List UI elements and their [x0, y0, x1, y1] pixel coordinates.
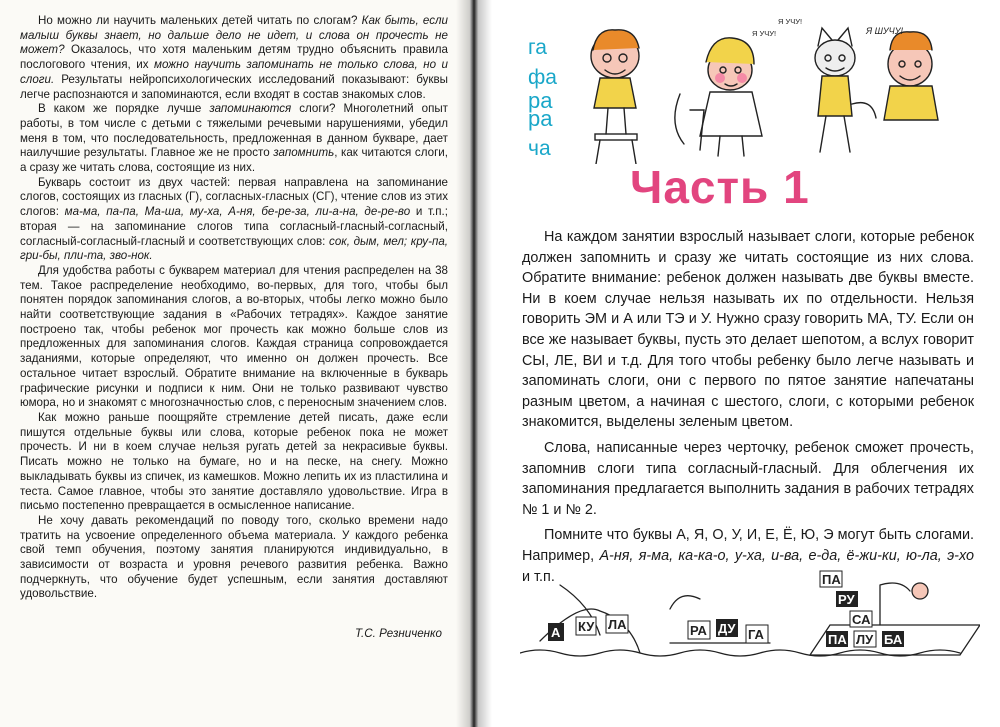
- paragraph-3: Букварь состоит из двух частей: первая направлена на запоминание слогов, состоящих из гласных (Г), согласных-гласных (СГ), чтение слов из этих слогов: ма-ма, па-па, Ма-ша, му-ха, А-ня, бе-ре-за, ли-а-на, де-ре-во и т.п.; вторая — на запоминание слогов типа согласный-гласный-согласный, согласный-согласный-гласный и соответствующих слов: сок, дым, мел; кру-па, гри-бы, пли-та, зво-нок.: [20, 175, 448, 263]
- card-text-4: РА: [690, 623, 707, 638]
- author-signature: Т.С. Резниченко: [355, 627, 442, 640]
- paragraph-6: Не хочу давать рекомендаций по поводу того, сколько времени надо тратить на усвоение определенного объема материала. У каждого ребенка свой темп обучения, поэтому занятия планируются индивидуально, в зависимости от возраста и уровня речевого развития ребенка. Важно подчеркнуть, что обучение будет успешным, если занятия доставляют удовольствие.: [20, 513, 448, 601]
- instruction-paragraph-2: Слова, написанные через черточку, ребенок сможет прочесть, запомнив слоги типа согласный-гласный. Для облегчения их запоминания предлагается выполнить задания в рабочих тетрадях № 1 и № 2.: [522, 439, 974, 518]
- paragraph-5: Как можно раньше поощряйте стремление детей писать, даже если пишутся отдельные буквы или слова, которые ребенок пока не может прочесть. И ни в коем случае нельзя ругать детей за некрасивые буквы. Писать можно не только на бумаге, но и на песке, на снегу. Можно выкладывать буквы из спичек, из камешков. Можно лепить их из пластилина и теста. Самое главное, чтобы это занятие доставляло удовольствие. Игра в письмо постепенно превращается в осмысленное написание.: [20, 410, 448, 513]
- sailor-head: [912, 583, 928, 599]
- book-spine-shadow: [456, 0, 492, 727]
- card-text-3: ЛА: [608, 617, 627, 632]
- instruction-paragraph-3: Помните что буквы А, Я, О, У, И, Е, Ё, Ю, Э могут быть слогами. Например, А-ня, я-ма, ка-ка-о, у-ха, и-ва, е-да, ё-жи-ки, ю-ла, э-хо и т.п.: [522, 527, 974, 585]
- paragraph-2: В каком же порядке лучше запоминаются слоги? Многолетний опыт работы, в том числе с детьми с тяжелыми речевыми нарушениями, убедил меня в том, что последовательность, предложенная в данном букваре, дает наилучшие результаты. Главное же не просто запомнить, как читаются слоги, а сразу же читать слова, состоящие из них.: [20, 102, 449, 175]
- syllable-cha: ча: [528, 137, 551, 160]
- card-text-5: ДУ: [718, 621, 736, 636]
- syllable-fa: фа: [528, 66, 557, 89]
- card-text-8: РУ: [838, 592, 855, 607]
- speech-text-1: Я УЧУ!: [752, 29, 777, 38]
- boats-illustration: [520, 565, 980, 675]
- syllable-ra-1: ра: [528, 88, 553, 113]
- card-text-1: А: [551, 625, 561, 640]
- instruction-paragraph-1: На каждом занятии взрослый называет слоги, которые ребенок должен запомнить и сразу же читать состоящие из них слова. Обратите внимание: ребенок должен называть две буквы вместе. Ни в коем случае нельзя называть их по отдельности. Нельзя говорить ЭМ и А или ТЭ и У. Нужно сразу говорить МА, ТУ. Если он все же называет буквы, пусть это делает шепотом, а вслух говорит СЫ, ЛЕ, ВИ и т.д. Для того чтобы ребенку было легче называть и запоминать слоги, они с первого по пятое занятие напечатаны разным цветом, а начиная с шестого, слоги, с которыми ребенок знакомится, выделены зеленым цветом.: [522, 229, 974, 431]
- speech-text-3: Я ШУЧУ!: [866, 26, 903, 36]
- card-text-12: БА: [884, 632, 903, 647]
- page-title: Часть 1: [630, 161, 810, 213]
- paragraph-4: Для удобства работы с букварем материал для чтения распределен на 38 тем. Такое распределение необходимо, во-первых, для того, чтобы был понятен порядок запоминания слогов, а во-вторых, чтобы легко можно было найти соответствующие задания в «Рабочих тетрадях». Каждое занятие построено так, чтобы ребенок мог прочесть как можно больше слов из предложенных для запоминания слогов. Каждая страница сопровождается заданиями, которые определяют, что именно он должен прочесть. Все остальное читает взрослый. Обратите внимание на включенные в букварь графические рисунки и подписи к ним. Они не только развивают чувство юмора, но и знакомят с многозначностью слов, с переносным значением слов.: [20, 263, 448, 410]
- syllable-ga: га: [528, 36, 547, 59]
- syllable-ra-2: ра: [528, 106, 553, 131]
- cartoon-cat: [815, 28, 876, 152]
- paragraph-1: Но можно ли научить маленьких детей читать по слогам? Как быть, если малыш буквы знает, но дальше дело не идет, и слова он прочесть не может? Оказалось, что хотя маленьким детям трудно объяснить правила послогового чтения, их можно научить запоминать не только слова, но и слоги. Результаты нейропсихологических исследований показывают: буквы легче распознаются и запоминаются, если входят в состав знакомых слов.: [20, 14, 448, 101]
- card-text-11: ЛУ: [856, 632, 874, 647]
- cartoon-boy-2: [884, 32, 938, 120]
- left-page: [0, 0, 470, 727]
- card-text-9: СА: [852, 612, 871, 627]
- speech-text-2: Я УЧУ!: [778, 17, 803, 26]
- card-text-6: ГА: [748, 627, 764, 642]
- card-text-2: КУ: [578, 619, 595, 634]
- card-text-7: ПА: [822, 572, 841, 587]
- cartoon-boy-1: [591, 30, 639, 164]
- ship-mast: [880, 583, 910, 625]
- cartoon-girl: [675, 38, 762, 156]
- card-text-10: ПА: [828, 632, 847, 647]
- instructions-text: [522, 227, 974, 592]
- characters-illustration: [560, 14, 960, 164]
